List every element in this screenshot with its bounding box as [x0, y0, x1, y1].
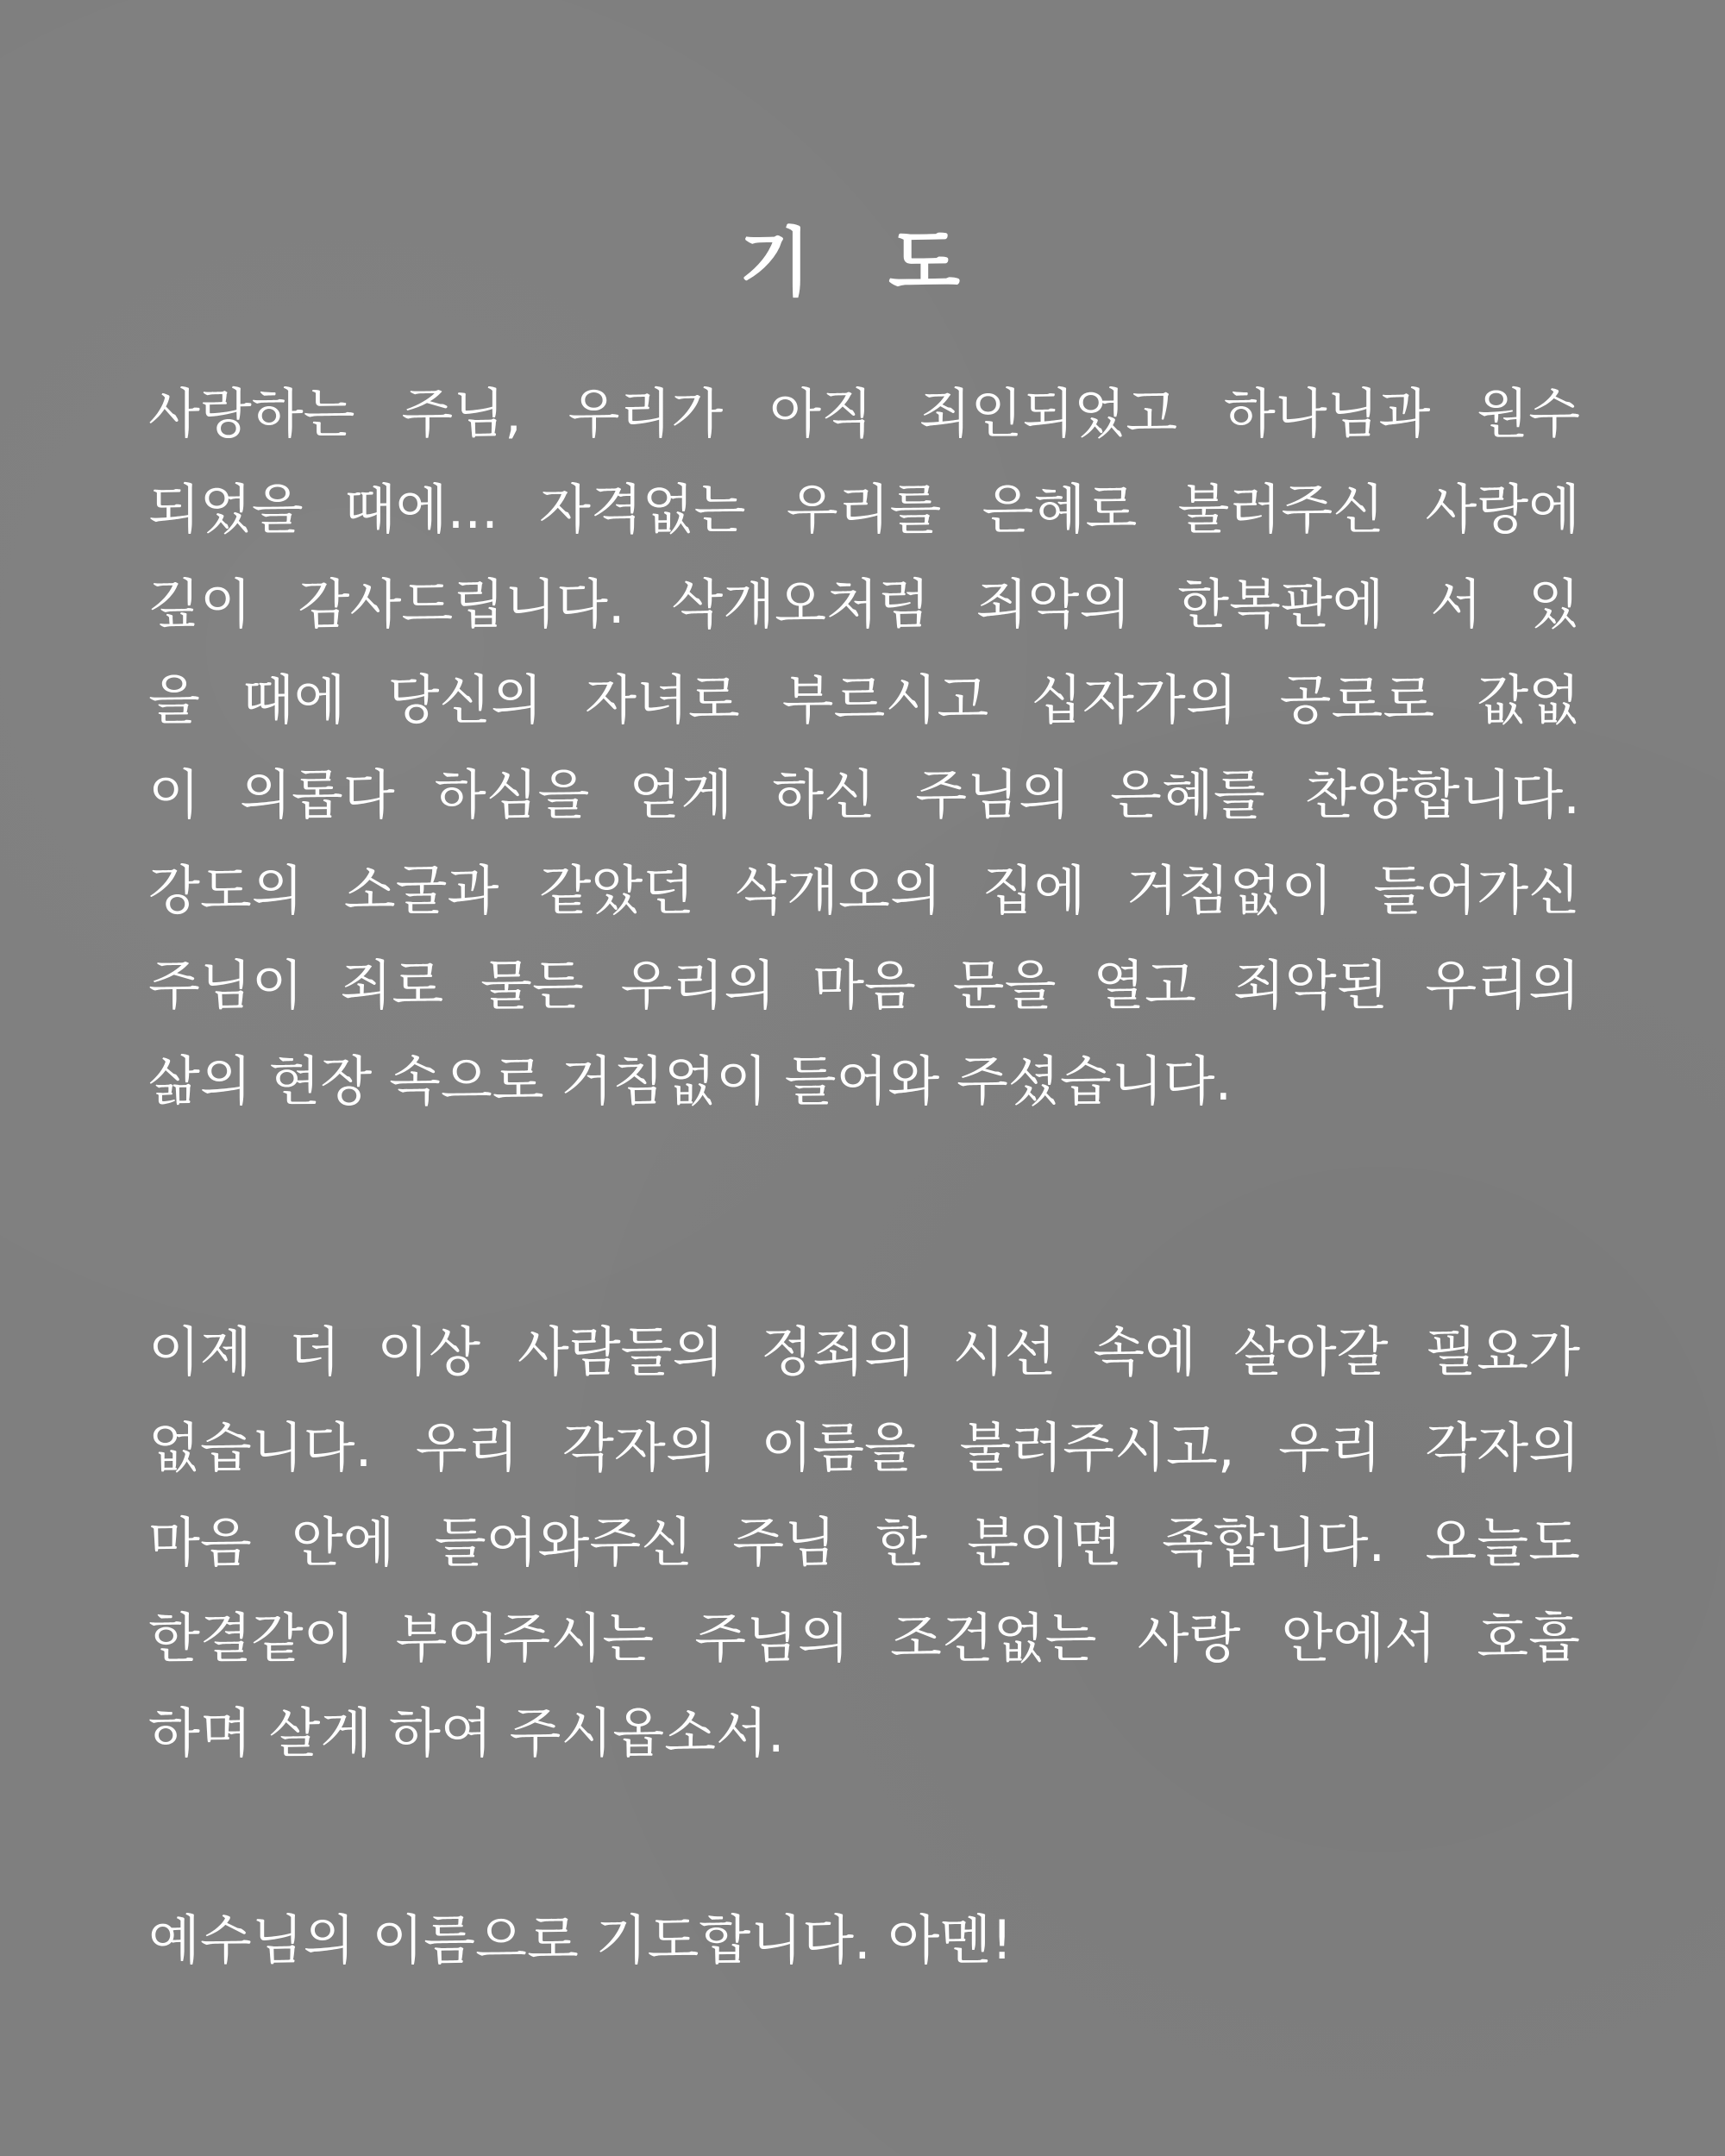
text-line: 이제 더 이상 사람들의 정죄의 시선 속에 살아갈 필요가 — [148, 1320, 1580, 1383]
text-line: 주님이 죄로 물든 우리의 마음 문을 열고 죄악된 우리의 — [148, 954, 1580, 1017]
text-line: 삶의 현장 속으로 거침없이 들어와 주셨습니다. — [148, 1049, 1233, 1112]
text-line: 하며 살게 하여 주시옵소서. — [148, 1702, 785, 1764]
text-line: 예수님의 이름으로 기도합니다. 아멘! — [148, 1908, 1013, 1971]
page-title: 기 도 — [738, 220, 987, 306]
text-line: 이 의롭다 하심을 얻게 하신 주님의 은혜를 찬양합니다. — [148, 763, 1580, 826]
paragraph-3 — [148, 1893, 1580, 1989]
text-line: 강도의 소굴과 같았던 삭개오의 집에 거침없이 들어가신 — [148, 858, 1580, 922]
paragraph-1 — [148, 367, 1580, 1129]
text-line: 없습니다. 우리 각자의 이름을 불러주시고, 우리 각자의 — [148, 1415, 1580, 1479]
text-line: 되었을 때에... 자격없는 우리를 은혜로 불러주신 사랑에 — [148, 477, 1580, 541]
text-line: 마음 안에 들어와주신 주님 한 분이면 족합니다. 오늘도 — [148, 1511, 1580, 1574]
text-line: 을 때에 당신의 자녀로 부르시고 십자가의 공로로 값없 — [148, 667, 1580, 731]
paragraph-2 — [148, 1305, 1580, 1782]
text-line: 깊이 감사드립니다. 삭개오처럼 죄악의 한복판에 서 있 — [148, 573, 1580, 636]
text-line: 한결같이 부어주시는 주님의 조건없는 사랑 안에서 호흡 — [148, 1606, 1580, 1670]
text-line: 사랑하는 주님, 우리가 아직 죄인되었고 하나님과 원수 — [148, 382, 1580, 445]
